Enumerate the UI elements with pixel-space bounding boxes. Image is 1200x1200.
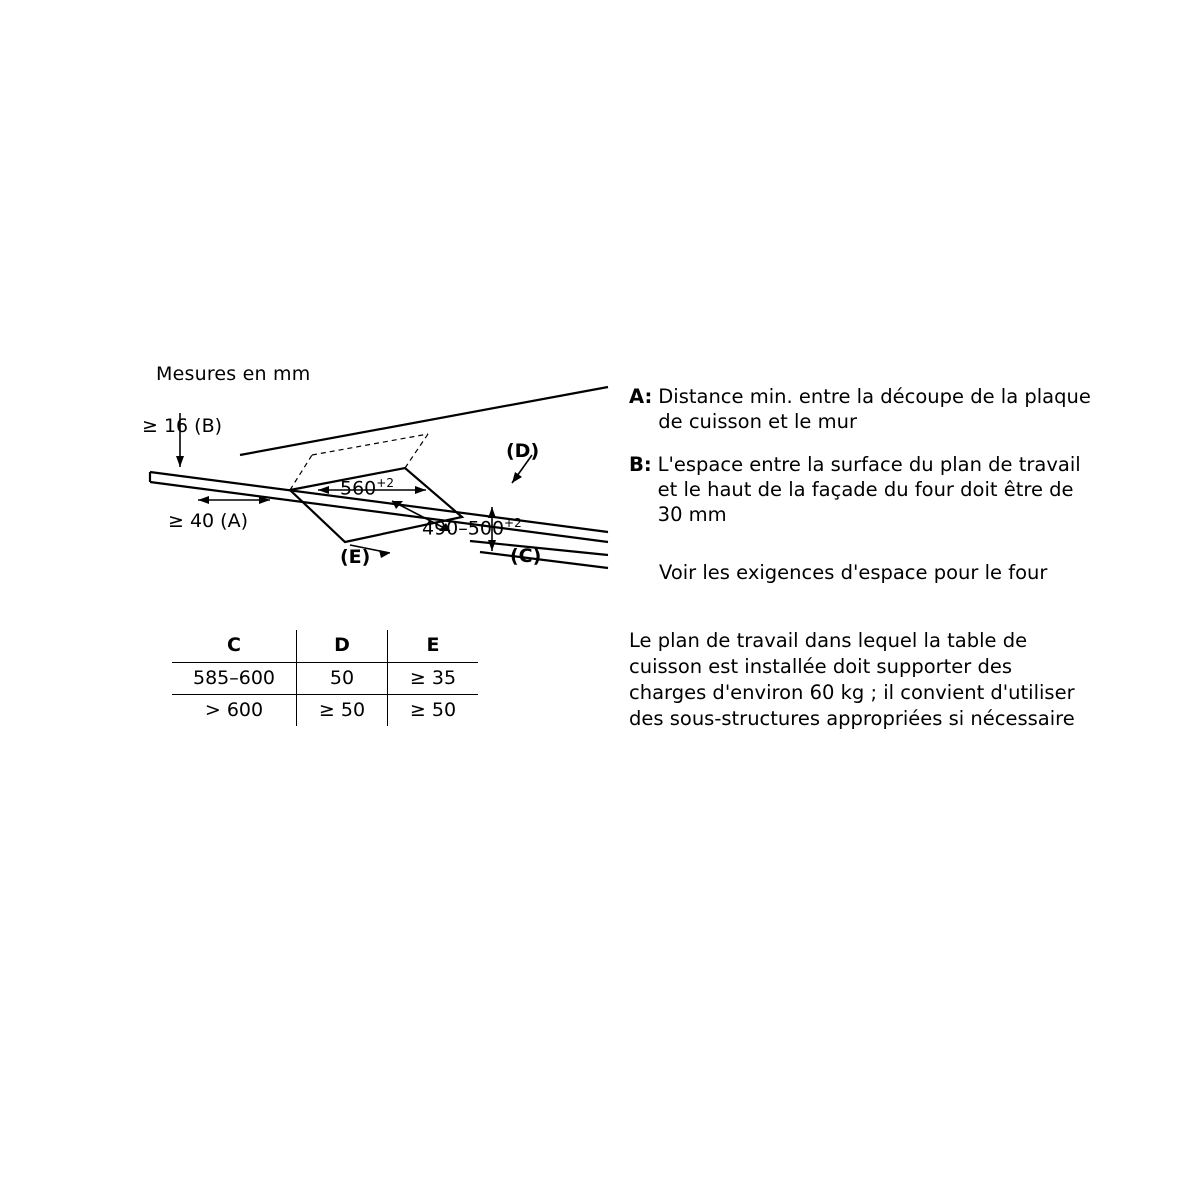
cutout-depth-tolerance: +2 xyxy=(504,516,522,530)
legend-item-b xyxy=(629,453,1099,528)
cutout-width-value: 560 xyxy=(340,477,377,500)
table-header-c: C xyxy=(172,630,297,663)
arrow-head-a-left xyxy=(198,496,209,504)
construction-dashed-line-right xyxy=(405,434,428,468)
worktop-lower-fold-line xyxy=(480,552,608,568)
table-row xyxy=(172,695,478,727)
table-header-d: D xyxy=(297,630,388,663)
units-label: Mesures en mm xyxy=(156,363,311,385)
dimension-label-cutout-depth xyxy=(422,516,522,539)
dimension-label-b: ≥ 16 (B) xyxy=(142,415,223,437)
load-capacity-paragraph: Le plan de travail dans lequel la table de cuisson est installée doit supporter des charges d'environ 60 kg ; il convient d'utiliser des sous-structures appropriées si nécessaire xyxy=(629,629,1075,730)
legend-key-b: B: xyxy=(629,452,652,476)
table-cell-c-1: 585–600 xyxy=(172,663,297,695)
table-row xyxy=(172,663,478,695)
arrow-head-d xyxy=(512,472,522,483)
installation-drawing xyxy=(140,355,610,625)
arrow-head-width-left xyxy=(318,486,329,494)
marker-label-e: (E) xyxy=(340,546,371,568)
legend-key-a: A: xyxy=(629,385,653,408)
oven-space-note: Voir les exigences d'espace pour le four xyxy=(659,561,1048,584)
dimension-table xyxy=(172,630,478,726)
legend-text-b: L'espace entre la surface du plan de travail et le haut de la façade du four doit être de 30 mm xyxy=(657,452,1081,526)
arrow-head-b xyxy=(176,456,184,467)
arrow-head-c-bottom xyxy=(488,540,496,551)
legend-text-a: Distance min. entre la découpe de la plaque de cuisson et le mur xyxy=(658,385,1091,433)
worktop-back-edge-line xyxy=(240,387,608,455)
dimension-label-a: ≥ 40 (A) xyxy=(168,510,248,532)
marker-label-c: (C) xyxy=(510,545,542,567)
table-cell-e-2: ≥ 50 xyxy=(409,699,457,721)
table-header-e: E xyxy=(388,630,479,663)
dimension-label-cutout-width xyxy=(340,476,394,499)
table-cell-e-1: ≥ 35 xyxy=(388,663,479,695)
legend-list xyxy=(629,385,1099,546)
table-cell-d-2: ≥ 50 xyxy=(297,695,388,727)
construction-dashed-line-top xyxy=(312,434,428,455)
arrow-head-width-right xyxy=(415,486,426,494)
construction-dashed-line-left xyxy=(290,455,312,490)
table-header-row xyxy=(172,630,478,663)
cutout-width-tolerance: +2 xyxy=(376,476,394,490)
cutout-depth-value: 490–500 xyxy=(422,517,505,540)
marker-label-d: (D) xyxy=(506,440,540,462)
table-cell-c-2: > 600 xyxy=(172,695,297,727)
legend-item-a xyxy=(629,385,1099,435)
table-cell-d-1: 50 xyxy=(297,663,388,695)
